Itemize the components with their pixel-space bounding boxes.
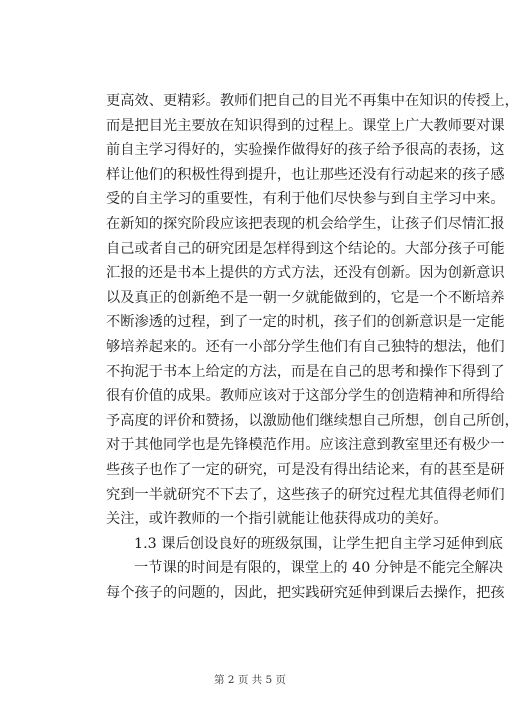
body-line-6: 在新知的探究阶段应该把表现的机会给学生，让孩子们尽情汇报 — [106, 215, 505, 232]
body-line-17: 究到一半就研究不下去了，这些孩子的研究过程尤其值得老师们 — [106, 486, 505, 503]
body-line-1: 更高效、更精彩。教师们把自己的目光不再集中在知识的传授上， — [106, 93, 519, 109]
body-line-3: 前自主学习得好的，实验操作做得好的孩子给予很高的表扬，这 — [106, 142, 505, 159]
body-line-14: 予高度的评价和赞扬，以激励他们继续想自己所想，创自己所创， — [106, 412, 519, 429]
body-line-16: 些孩子也作了一定的研究，可是没有得出结论来，有的甚至是研 — [106, 461, 505, 478]
document-body — [106, 89, 519, 605]
body-line-4: 样让他们的积极性得到提升，也让那些还没有行动起来的孩子感 — [106, 166, 505, 183]
body-line-19: 一节课的时间是有限的，课堂上的 40 分钟是不能完全解决 — [134, 560, 503, 577]
body-line-12: 不拘泥于书本上给定的方法，而是在自己的思考和操作下得到了 — [106, 363, 505, 380]
body-line-10: 不断渗透的过程，到了一定的时机，孩子们的创新意识是一定能 — [106, 314, 505, 331]
body-line-8: 汇报的还是书本上提供的方式方法，还没有创新。因为创新意识 — [106, 265, 505, 282]
body-line-7: 自己或者自己的研究团是怎样得到这个结论的。大部分孩子可能 — [106, 240, 505, 257]
body-line-11: 够培养起来的。还有一小部分学生他们有自己独特的想法，他们 — [106, 338, 505, 355]
body-line-9: 以及真正的创新绝不是一朝一夕就能做到的，它是一个不断培养 — [106, 289, 505, 306]
body-line-13: 很有价值的成果。教师应该对于这部分学生的创造精神和所得给 — [106, 388, 505, 405]
body-line-15: 对于其他同学也是先锋模范作用。应该注意到教室里还有极少一 — [106, 437, 505, 454]
page-number-footer: 第 2 页 共 5 页 — [213, 674, 287, 686]
section-heading: 1.3 课后创设良好的班级氛围，让学生把自主学习延伸到底 — [134, 535, 503, 552]
body-line-18: 关注，或许教师的一个指引就能让他获得成功的美好。 — [106, 511, 448, 528]
body-line-5: 受的自主学习的重要性，有利于他们尽快参与到自主学习中来。 — [106, 191, 505, 208]
body-line-2: 而是把目光主要放在知识得到的过程上。课堂上广大教师要对课 — [106, 117, 505, 134]
body-line-20: 每个孩子的问题的，因此，把实践研究延伸到课后去操作，把孩 — [106, 584, 505, 601]
